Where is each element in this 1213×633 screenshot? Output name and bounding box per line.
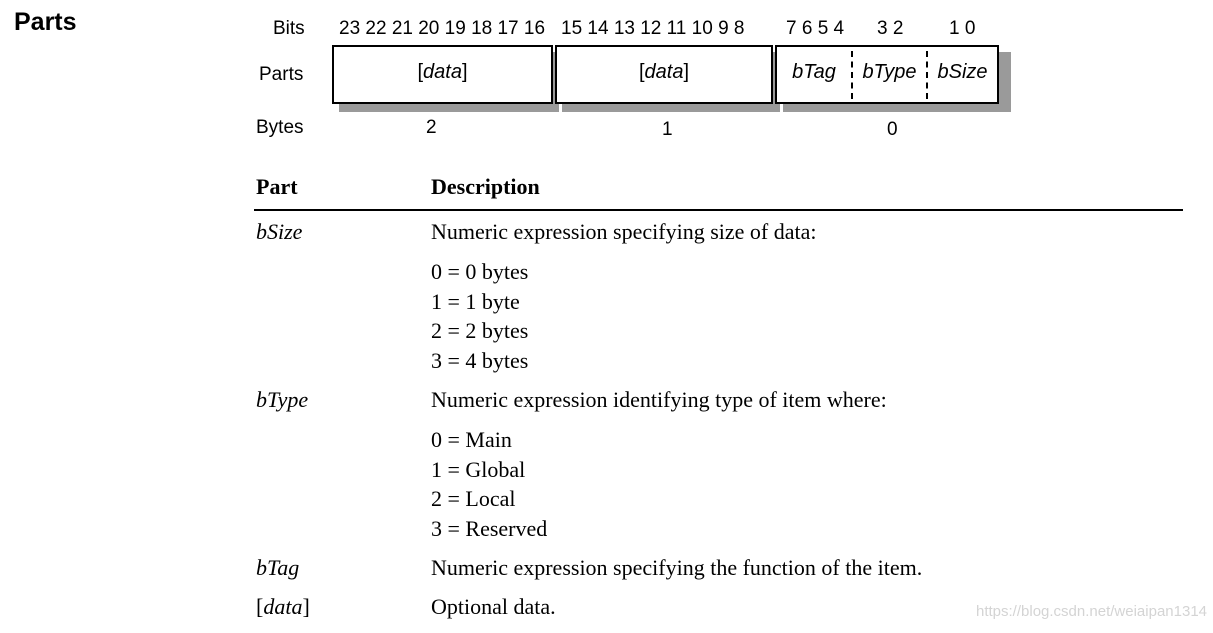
byte1-field: [data] [638,61,690,83]
bit-numbers-byte1: 15 14 13 12 11 10 9 8 [561,18,745,39]
value-line: 1 = Global [431,456,526,482]
bsize-field: bSize [937,61,988,83]
table-row-description: Numeric expression specifying size of data: [431,219,817,244]
value-line: 3 = 4 bytes [431,347,529,373]
table-row-part: bType [256,387,309,412]
value-line: 2 = 2 bytes [431,318,529,343]
bytes-row-label: Bytes [256,117,304,138]
byte1-field-label: data [644,61,684,83]
bit-numbers-btag: 7 6 5 4 [786,18,845,39]
description-column-header: Description [431,174,540,199]
bit-numbers-bsize: 1 0 [949,18,976,39]
value-line: 1 = 1 byte [431,288,520,314]
part-column-header: Part [256,174,298,199]
table-row-description: Numeric expression specifying the function of the item. [431,555,923,580]
byte2-field: [data] [417,61,468,83]
table-row-part: bTag [256,555,300,580]
table-row-description: Numeric expression identifying type of item where: [431,387,887,412]
watermark: https://blog.csdn.net/weiaipan1314 [976,603,1207,620]
data-part-label: data [263,594,303,619]
table-row-part: [data] [256,594,310,619]
byte-index-1: 1 [662,119,673,140]
value-line: 0 = 0 bytes [431,259,529,284]
btag-field: bTag [792,61,836,83]
table-row-description: Optional data. [431,594,556,619]
table-row-part: bSize [256,219,303,244]
value-line: 3 = Reserved [431,515,548,541]
section-heading: Parts [14,8,77,36]
bit-numbers-byte2: 23 22 21 20 19 18 17 16 [339,18,546,39]
parts-row-label: Parts [259,64,304,85]
value-line: 0 = Main [431,427,512,452]
byte-index-2: 2 [426,117,437,138]
byte-index-0: 0 [887,119,898,140]
btype-field: bType [862,61,917,83]
bit-numbers-btype: 3 2 [877,18,904,39]
byte2-field-label: data [423,61,462,83]
table-row-values [431,425,547,543]
table-row-values [431,257,528,375]
header-rule [254,209,1183,211]
bits-row-label: Bits [273,18,305,39]
value-line: 2 = Local [431,486,516,511]
